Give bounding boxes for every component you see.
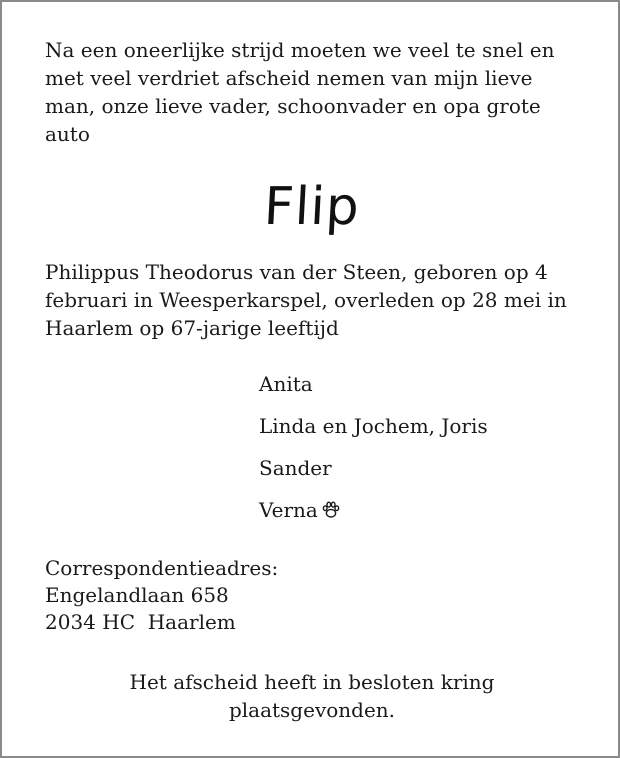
correspondence-address [45,555,445,636]
closing-text: Het afscheid heeft in besloten kring plaatsgevonden. [129,670,495,722]
address-city: 2034 HC Haarlem [45,610,236,634]
family-member [259,454,579,496]
address-street: Engelandlaan 658 [45,583,229,607]
family-member-name: Linda en Jochem, Joris [259,414,488,438]
deceased-name: Flip [262,177,362,237]
intro-text: Na een oneerlijke strijd moeten we veel te snel en met veel verdriet afscheid nemen van mijn lieve man, onze lieve vader, schoonvader en opa grote auto [45,38,555,146]
birth-death-details: Philippus Theodorus van der Steen, geboren op 4 februari in Weesperkarspel, overleden op 28 mei in Haarlem op 67-jarige leeftijd [45,260,567,340]
deceased-name-block [2,172,620,242]
family-member-name: Verna [259,498,318,522]
family-member-name: Sander [259,456,332,480]
family-member [259,370,579,412]
family-member [259,496,579,538]
paw-print-icon [321,499,341,519]
address-label: Correspondentieadres: [45,556,279,580]
family-member [259,412,579,454]
family-list [259,370,579,538]
family-member-name: Anita [259,372,313,396]
